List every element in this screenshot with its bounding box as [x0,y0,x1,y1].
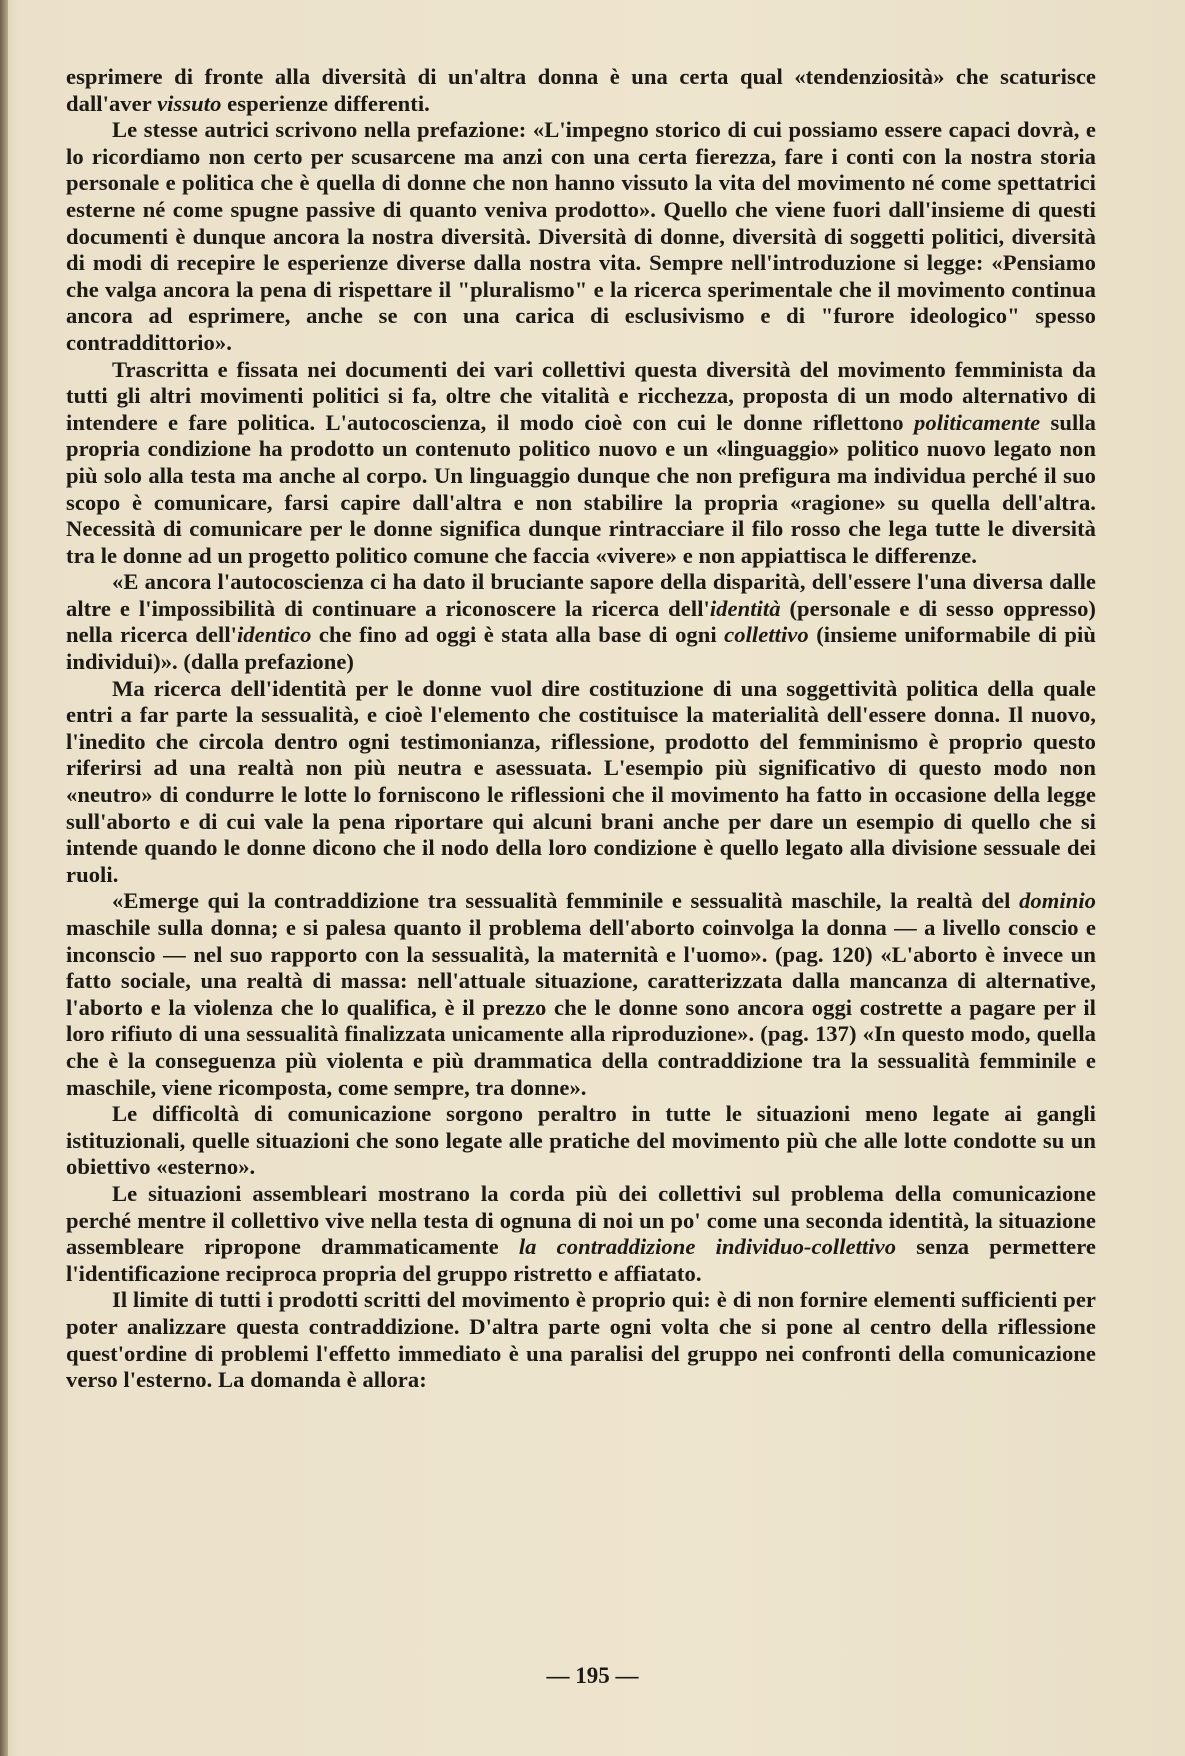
italic-text: dominio [1019,888,1096,914]
text-run: «E ancora l'autocoscienza ci ha dato il bruciante sapore della disparità, dell'essere l'una diversa dalle altre e l'impossibilità di continuare a riconoscere la ricerca dell' [66,569,1096,621]
text-run: Le stesse autrici scrivono nella prefazione: «L'impegno storico di cui possiamo essere capaci dovrà, e lo ricordiamo non certo per scusarcene ma anzi con una certa fierezza, fare i conti con la nostra storia personale e politica che è quella di donne che non hanno vissuto la vita del movimento né come spettatrici esterne né come spugne passive di quanto veniva prodotto». Quello che viene fuori dall'insieme di questi documenti è dunque ancora la nostra diversità. Diversità di donne, diversità di soggetti politici, diversità di modi di recepire le esperienze diverse dalla nostra vita. Sempre nell'introduzione si legge: «Pensiamo che valga ancora la pena di rispettare il "pluralismo" e la ricerca sperimentale che il movimento continua ancora ad esprimere, anche se con una carica di esclusivismo e di "furore ideologico" spesso contraddittorio». [66,117,1096,355]
text-run: Le situazioni assembleari mostrano la corda più dei collettivi sul problema della comunicazione perché mentre il collettivo vive nella testa di ognuna di noi un po' come una seconda identità, la situazione assembleare ripropone drammaticamente [66,1180,1096,1260]
paragraph [66,1181,1096,1287]
italic-text: identico [236,622,312,648]
paragraph [66,569,1096,675]
paragraph [66,64,1096,117]
text-run: sulla propria condizione ha prodotto un contenuto politico nuovo e un «linguaggio» politico nuovo legato non più solo alla testa ma anche al corpo. Un linguaggio dunque che non prefigura ma individua perché il suo scopo è comunicare, farsi capire dall'altra e non stabilire la propria «ragione» su quella dell'altra. Necessità di comunicare per le donne significa dunque rintracciare il filo rosso che lega tutte le diversità tra le donne ad un progetto politico comune che faccia «vivere» e non appiattisca le differenze. [66,409,1096,568]
text-run: che fino ad oggi è stata alla base di ogni [311,622,725,648]
italic-text: politicamente [914,409,1041,435]
text-run: Il limite di tutti i prodotti scritti del movimento è proprio qui: è di non fornire elementi sufficienti per poter analizzare questa contraddizione. D'altra parte ogni volta che si pone al centro della riflessione quest'ordine di problemi l'effetto immediato è una paralisi del gruppo nei confronti della comunicazione verso l'esterno. La domanda è allora: [66,1287,1096,1393]
text-run: esprimere di fronte alla diversità di un'altra donna è una certa qual «tendenziosità» che scaturisce dall'aver [66,64,1096,116]
italic-text: la contraddizione individuo-collettivo [518,1234,897,1260]
italic-text: collettivo [724,622,809,648]
text-run: «Emerge qui la contraddizione tra sessualità femminile e sessualità maschile, la realtà del [112,888,1020,914]
paragraph [66,357,1096,570]
paragraph [66,1287,1096,1393]
page-number: — 195 — [546,1663,639,1688]
text-run: esperienze differenti. [221,90,430,116]
paragraph [66,117,1096,356]
page-binding-edge [0,0,8,1756]
body-text [66,64,1096,1394]
text-run: (personale e di sesso oppresso) nella ricerca dell' [66,595,1096,648]
paragraph [66,888,1096,1101]
text-run: Ma ricerca dell'identità per le donne vuol dire costituzione di una soggettività politica della quale entri a far parte la sessualità, e cioè l'elemento che costituisce la materialità dell'essere donna. Il nuovo, l'inedito che circola dentro ogni testimonianza, riflessione, prodotto del femminismo è proprio questo riferirsi ad una realtà non più neutra e asessuata. L'esempio più significativo di questo modo non «neutro» di condurre le lotte lo forniscono le riflessioni che il movimento ha fatto in occasione della legge sull'aborto e di cui vale la pena riportare qui alcuni brani anche per dare un esempio di quello che si intende quando le donne dicono che il nodo della loro condizione è quello legato alla divisione sessuale dei ruoli. [66,675,1096,887]
paragraph [66,1101,1096,1181]
text-run: maschile sulla donna; e si palesa quanto il problema dell'aborto coinvolga la donna — a livello conscio e inconscio — nel suo rapporto con la sessualità, la maternità e l'uomo». (pag. 120) «L'aborto è invece un fatto sociale, una realtà di massa: nell'attuale situazione, caratterizzata dalla mancanza di alternative, l'aborto e la violenza che lo qualifica, è il prezzo che le donne sono ancora oggi costrette a pagare per il loro rifiuto di una sessualità finalizzata unicamente alla riproduzione». (pag. 137) «In questo modo, quella che è la conseguenza più violenta e più drammatica della contraddizione tra la sessualità femminile e maschile, viene ricomposta, come sempre, tra donne». [66,915,1096,1100]
paragraph [66,676,1096,889]
text-run: Le difficoltà di comunicazione sorgono peraltro in tutte le situazioni meno legate ai gangli istituzionali, quelle situazioni che sono legate alle pratiche del movimento più che alle lotte condotte su un obiettivo «esterno». [66,1101,1096,1180]
text-run: (insieme uniformabile di più individui)». (dalla prefazione) [66,622,1096,675]
italic-text: identità [709,595,781,621]
italic-text: vissuto [157,90,222,116]
text-run: senza permettere l'identificazione reciproca propria del gruppo ristretto e affiatato. [66,1234,1096,1286]
text-run: Trascritta e fissata nei documenti dei vari collettivi questa diversità del movimento femminista da tutti gli altri movimenti politici si fa, oltre che vitalità e ricchezza, proposta di un modo alternativo di intendere e fare politica. L'autocoscienza, il modo cioè con cui le donne riflettono [66,356,1096,435]
